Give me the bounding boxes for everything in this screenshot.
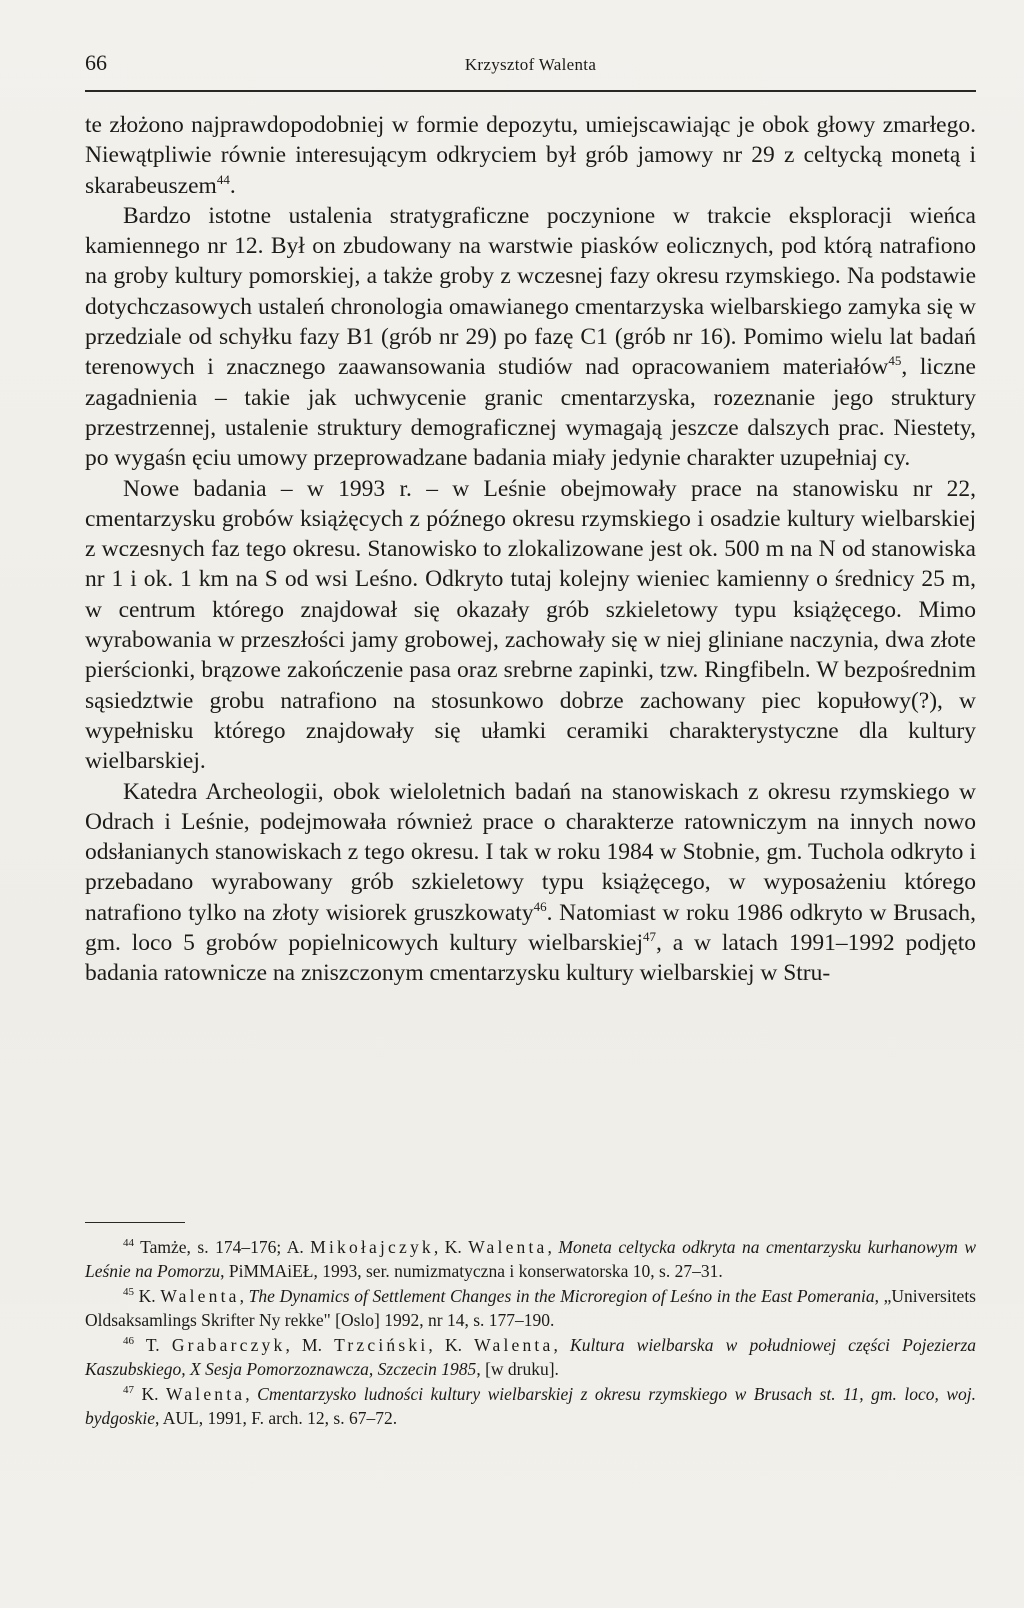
header-rule [85, 90, 976, 92]
footnote-47 [85, 1382, 976, 1430]
text-span: , [w druku]. [476, 1359, 559, 1379]
author-name: Walenta [165, 1384, 246, 1404]
text-span: , [547, 1237, 559, 1257]
work-title: Kultura wielbarska w południowej części Pojezierza Kaszubskiego, X Sesja Pomorzoznawcza, Szczecin 1985 [85, 1335, 977, 1379]
footnote-44 [85, 1235, 976, 1283]
paragraph-3 [85, 474, 976, 777]
footnotes [85, 1235, 976, 1431]
author-name: Walenta [474, 1335, 554, 1355]
text-span: , „Universitets Oldsaksamlings Skrifter Ny rekke" [Oslo] 1992, nr 14, s. 177–190. [85, 1286, 976, 1330]
page-header [85, 50, 976, 80]
text-span: K. [141, 1384, 166, 1404]
text-span: , a w latach 1991–1992 podjęto badania ratownicze na zniszczonym cmentarzysku kultury wielbarskiej w Stru- [85, 930, 976, 987]
footnote-number: 47 [123, 1384, 134, 1396]
work-title: Moneta celtycka odkryta na cmentarzysku kurhanowym w Leśnie na Pomorzu [85, 1237, 976, 1281]
author-name: Walenta [160, 1286, 240, 1306]
author-name: Grabarczyk [171, 1335, 286, 1355]
author-name: Trzciński [334, 1335, 429, 1355]
body-text [85, 110, 976, 989]
text-span: , [245, 1384, 258, 1404]
text-span: , liczne zagadnienia – takie jak uchwycenie granic cmentarzyska, rozeznanie jego struktury przestrzennej, ustalenie struktury demograficznej wymagają jeszcze dalszych prac. Niestety, po wygaśn ęciu umowy przeprowadzane badania miały jedynie charakter uzupełniaj cy. [85, 354, 976, 472]
footnote-ref-47: 47 [643, 929, 656, 945]
text-span: . [229, 172, 236, 199]
author-name: Mikołajczyk [310, 1237, 434, 1257]
text-span: , PiMMAiEŁ, 1993, ser. numizmatyczna i konserwatorska 10, s. 27–31. [220, 1261, 723, 1281]
footnote-number: 44 [123, 1237, 134, 1249]
text-span: Tamże, s. 174–176; A. [140, 1237, 311, 1257]
footnote-45 [85, 1284, 976, 1332]
footnote-ref-46: 46 [533, 898, 547, 914]
running-head-author: Krzysztof Walenta [464, 55, 597, 74]
footnote-number: 46 [123, 1335, 134, 1347]
footnote-ref-44: 44 [216, 171, 230, 187]
footnote-number: 45 [123, 1286, 134, 1298]
page-number: 66 [85, 50, 107, 75]
text-span: Nowe badania – w 1993 r. – w Leśnie obejmowały prace na stanowisku nr 22, cmentarzysku grobów książęcych z późnego okresu rzymskiego i osadzie kultury wielbarskiej z wczesnych faz tego okresu. Stanowisko to zlokalizowane jest ok. 500 m na N od stanowiska nr 1 i ok. 1 km na S od wsi Leśno. Odkryto tutaj kolejny wieniec kamienny o średnicy 25 m, w centrum którego znajdował się okazały grób szkieletowy typu książęcego. Mimo wyrabowania w przeszłości jamy grobowej, zachowały się w niej gliniane naczynia, dwa złote pierścionki, brązowe zakończenie pasa oraz srebrne zapinki, tzw. Ringfibeln. W bezpośrednim sąsiedztwie grobu natrafiono na stosunkowo dobrze zachowany piec kopułowy(?), w wypełnisku którego znajdowały się ułamki ceramiki charakterystyczne dla kultury wielbarskiej. [85, 475, 976, 775]
paragraph-4 [85, 777, 976, 989]
paragraph-2 [85, 201, 976, 474]
footnote-46 [85, 1333, 976, 1381]
text-span: , [239, 1286, 249, 1306]
footnote-ref-45: 45 [888, 353, 902, 369]
footnote-rule [85, 1222, 185, 1223]
text-span: Katedra Archeologii, obok wieloletnich badań na stanowiskach z okresu rzymskiego w Odrach i Leśnie, podejmowała również prace o charakterze ratowniczym na innych nowo odsłanianych stanowiskach z tego okresu. I tak w roku 1984 w Stobnie, gm. Tuchola odkryto i przebadano wyrabowany grób szkieletowy typu książęcego, w wyposażeniu którego natrafiono tylko na złoty wisiorek gruszkowaty [85, 778, 976, 926]
text-span: , K. [433, 1237, 469, 1257]
work-title: Cmentarzysko ludności kultury wielbarskiej z okresu rzymskiego w Brusach st. 11, gm. loco, woj. bydgoskie [85, 1384, 977, 1428]
text-span: K. [138, 1286, 161, 1306]
text-span: , [553, 1335, 571, 1355]
paragraph-1 [85, 110, 976, 201]
text-span: T. [145, 1335, 172, 1355]
text-span: , K. [428, 1335, 475, 1355]
text-span: te złożono najprawdopodobniej w formie depozytu, umiejscawiając je obok głowy zmarłego. Niewątpliwie równie interesującym odkryciem był grób jamowy nr 29 z celtycką monetą i skarabeuszem [85, 112, 976, 199]
work-title: The Dynamics of Settlement Changes in the Microregion of Leśno in the East Pomerania [248, 1286, 875, 1306]
author-name: Walenta [468, 1237, 548, 1257]
text-span: Bardzo istotne ustalenia stratygraficzne poczynione w trakcie eksploracji wieńca kamiennego nr 12. Był on zbudowany na warstwie piasków eolicznych, pod którą natrafiono na groby kultury pomorskiej, a także groby z wczesnej fazy okresu rzymskiego. Na podstawie dotychczasowych ustaleń chronologia omawianego cmentarzyska wielbarskiego zamyka się w przedziale od schyłku fazy B1 (grób nr 29) po fazę C1 (grób nr 16). Pomimo wielu lat badań terenowych i znacznego zaawansowania studiów nad opracowaniem materiałów [85, 202, 976, 381]
text-span: , M. [285, 1335, 335, 1355]
text-span: . Natomiast w roku 1986 odkryto w Brusach, gm. loco 5 grobów popielnicowych kultury wielbarskiej [85, 899, 976, 957]
text-span: , AUL, 1991, F. arch. 12, s. 67–72. [154, 1408, 398, 1428]
